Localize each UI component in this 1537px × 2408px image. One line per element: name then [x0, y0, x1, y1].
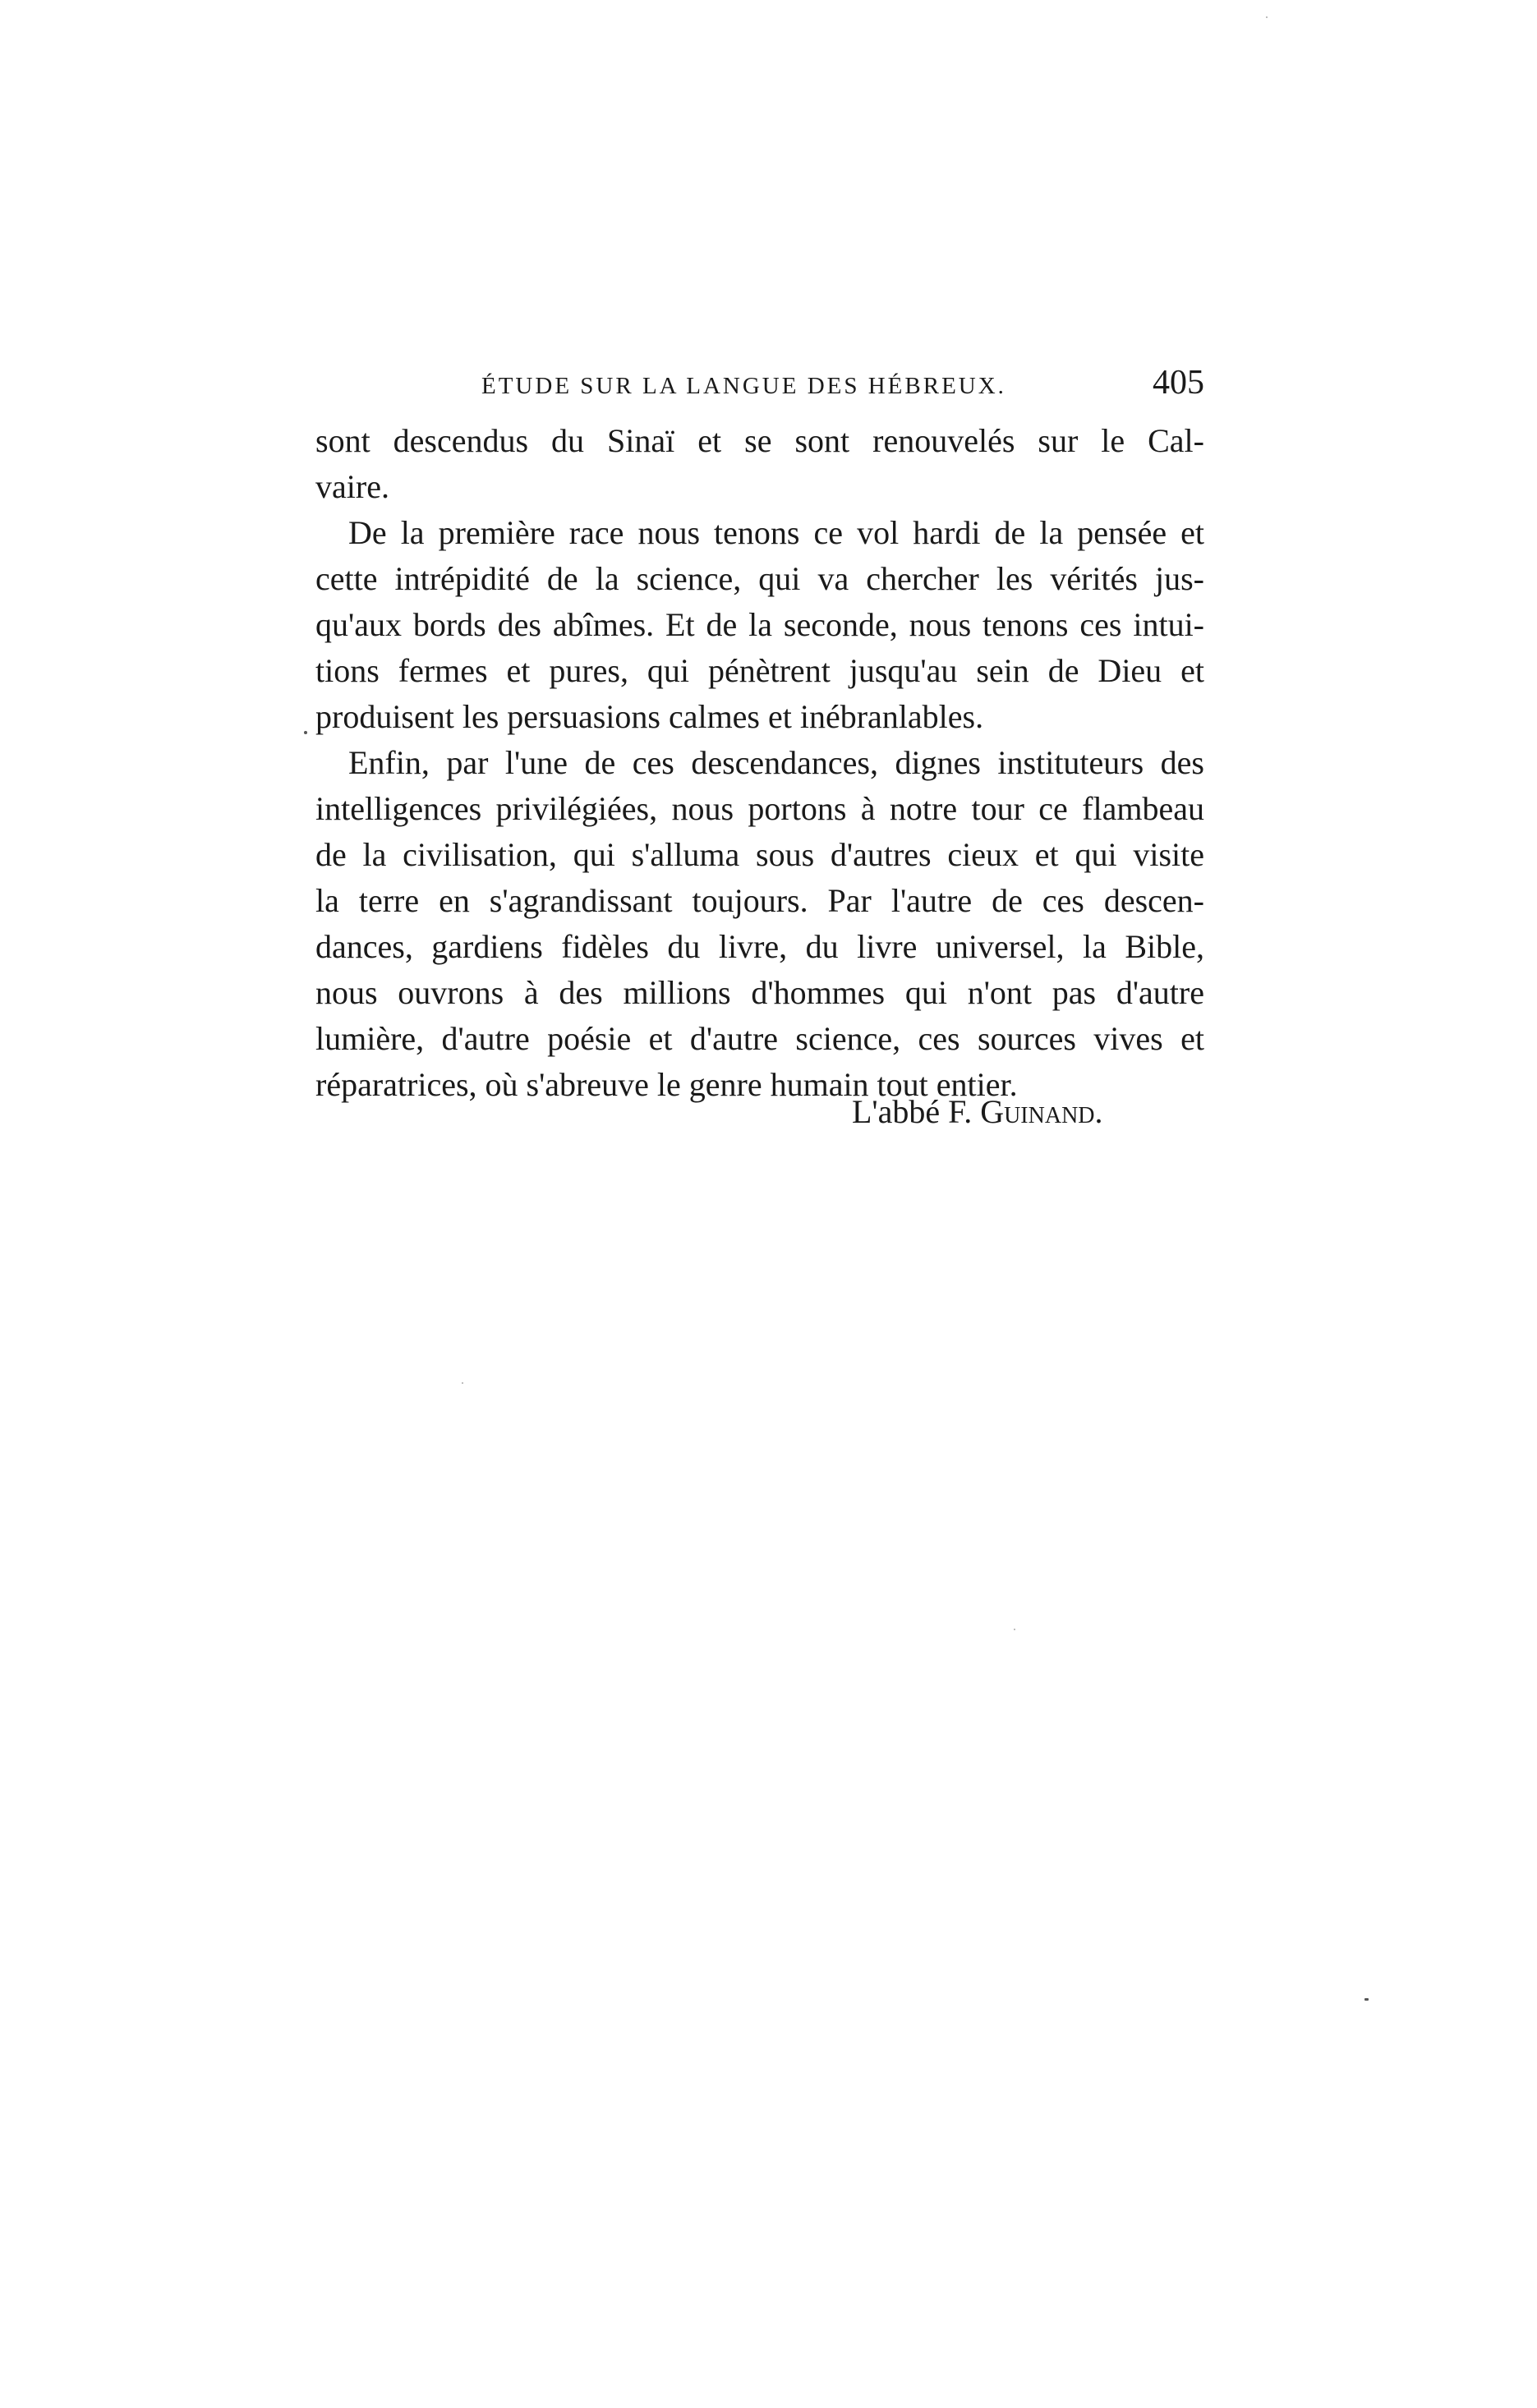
running-header [481, 363, 1204, 412]
page-number: 405 [1153, 364, 1204, 402]
text-line: De la première race nous tenons ce vol hardi de la pensée et [348, 514, 1204, 551]
text-line: la terre en s'agrandissant toujours. Par l'autre de ces descen- [315, 882, 1204, 919]
paragraph-continuation [315, 418, 1204, 510]
paper-speck [1266, 16, 1268, 18]
text-line: qu'aux bords des abîmes. Et de la seconde, nous tenons ces intui- [315, 606, 1204, 643]
body-text [315, 418, 1204, 1108]
text-line: tions fermes et pures, qui pénètrent jusqu'au sein de Dieu et [315, 652, 1204, 689]
paper-speck [1014, 1629, 1015, 1630]
paragraph-descendances [315, 740, 1204, 1108]
text-line: intelligences privilégiées, nous portons à notre tour ce flambeau [315, 790, 1204, 827]
text-line: dances, gardiens fidèles du livre, du livre universel, la Bible, [315, 928, 1204, 965]
signature-name: Guinand. [980, 1093, 1103, 1130]
text-line: réparatrices, où s'abreuve le genre humain tout entier. [315, 1066, 1018, 1103]
paper-speck [1364, 1998, 1369, 2001]
running-title: ÉTUDE SUR LA LANGUE DES HÉBREUX. [481, 373, 1006, 399]
text-line: vaire. [315, 468, 389, 505]
paragraph-races [315, 510, 1204, 740]
text-line: de la civilisation, qui s'alluma sous d'autres cieux et qui visite [315, 836, 1204, 873]
text-line: lumière, d'autre poésie et d'autre science, ces sources vives et [315, 1020, 1204, 1057]
text-line: cette intrépidité de la science, qui va chercher les vérités jus- [315, 560, 1204, 597]
paper-speck [462, 1382, 463, 1384]
text-line: sont descendus du Sinaï et se sont renouvelés sur le Cal- [315, 422, 1204, 459]
text-line: produisent les persuasions calmes et inébranlables. [315, 698, 984, 735]
signature [852, 1092, 1103, 1131]
text-line: Enfin, par l'une de ces descendances, dignes instituteurs des [348, 744, 1204, 781]
paper-speck [304, 731, 307, 734]
signature-prefix: L'abbé F. [852, 1093, 973, 1130]
text-line: nous ouvrons à des millions d'hommes qui n'ont pas d'autre [315, 974, 1204, 1011]
